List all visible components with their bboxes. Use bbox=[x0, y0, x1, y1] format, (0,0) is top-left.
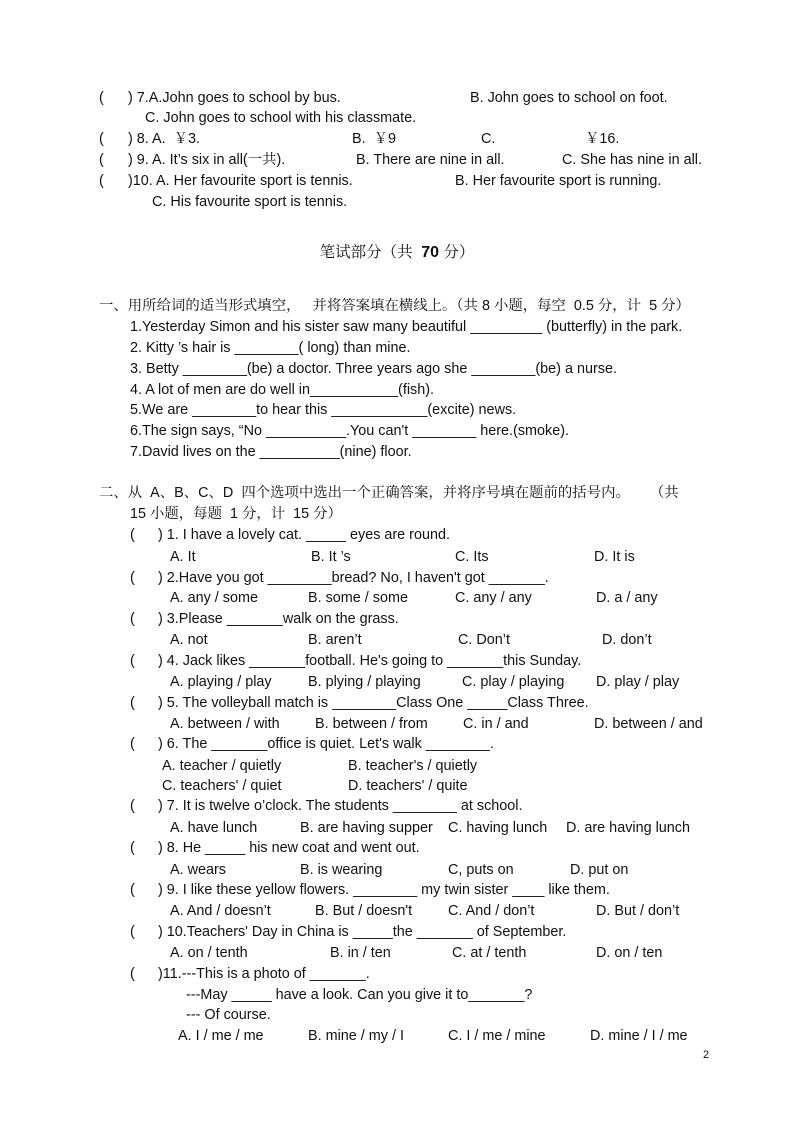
option-a: A. wears bbox=[170, 862, 226, 878]
question-stem: ) 8. A. ￥3. bbox=[128, 131, 200, 147]
question-stem: ) 2.Have you got ________bread? No, I haven't got _______. bbox=[158, 570, 549, 586]
option-c: C. I / me / mine bbox=[448, 1028, 546, 1044]
option-d: D. mine / I / me bbox=[590, 1028, 688, 1044]
bracket: ( bbox=[130, 611, 135, 627]
question-stem: ) 5. The volleyball match is ________Class One _____Class Three. bbox=[158, 695, 589, 711]
option-d: D. play / play bbox=[596, 674, 680, 690]
option-c: C. Don’t bbox=[458, 632, 510, 648]
question-stem: ) 1. I have a lovely cat. _____ eyes are round. bbox=[158, 527, 450, 543]
question-stem: ) 10.Teachers' Day in China is _____the _______ of September. bbox=[158, 924, 567, 940]
question-stem: ) 9. A. It’s six in all(一共). bbox=[128, 152, 286, 168]
option-c-value: ￥16. bbox=[585, 131, 620, 147]
fill-item: 3. Betty ________(be) a doctor. Three years ago she ________(be) a nurse. bbox=[130, 361, 617, 377]
option-b: B. some / some bbox=[308, 590, 408, 606]
fill-item: 7.David lives on the __________(nine) floor. bbox=[130, 444, 412, 460]
option-d: D. teachers' / quite bbox=[348, 778, 468, 794]
option-b: B. aren’t bbox=[308, 632, 362, 648]
bracket: ( bbox=[99, 173, 104, 189]
bracket: ( bbox=[130, 527, 135, 543]
option-c: C. in / and bbox=[463, 716, 529, 732]
section1-heading: 一、用所给词的适当形式填空， 并将答案填在横线上。（共 8 小题，每空 0.5 分，计 5 分） bbox=[99, 298, 690, 314]
option-c: C. at / tenth bbox=[452, 945, 527, 961]
question-stem: ) 3.Please _______walk on the grass. bbox=[158, 611, 399, 627]
option-c: C. Its bbox=[455, 549, 489, 565]
option-c: C. any / any bbox=[455, 590, 532, 606]
option-a: A. have lunch bbox=[170, 820, 258, 836]
option-a: A. I / me / me bbox=[178, 1028, 264, 1044]
page-number: 2 bbox=[703, 1049, 710, 1061]
question-stem: ) 6. The _______office is quiet. Let's walk ________. bbox=[158, 736, 494, 752]
option-b: B. is wearing bbox=[300, 862, 383, 878]
question-stem: ) 4. Jack likes _______football. He's going to _______this Sunday. bbox=[158, 653, 582, 669]
option-a: A. And / doesn’t bbox=[170, 903, 271, 919]
option-b: B. Her favourite sport is running. bbox=[455, 173, 662, 189]
option-b: B. But / doesn't bbox=[315, 903, 413, 919]
option-d: D. a / any bbox=[596, 590, 658, 606]
option-b: B. between / from bbox=[315, 716, 428, 732]
fill-item: 2. Kitty ’s hair is ________( long) than mine. bbox=[130, 340, 411, 356]
option-a: A. on / tenth bbox=[170, 945, 248, 961]
fill-item: 6.The sign says, “No __________.You can't ________ here.(smoke). bbox=[130, 423, 570, 439]
fill-item: 1.Yesterday Simon and his sister saw many beautiful _________ (butterfly) in the park. bbox=[130, 319, 683, 335]
question-stem: ) 9. I like these yellow flowers. ________ my twin sister ____ like them. bbox=[158, 882, 610, 898]
option-d: D. are having lunch bbox=[566, 820, 690, 836]
question-stem: )10. A. Her favourite sport is tennis. bbox=[128, 173, 353, 189]
option-c: C. teachers' / quiet bbox=[162, 778, 282, 794]
bracket: ( bbox=[130, 840, 135, 856]
option-c: C. bbox=[481, 131, 496, 147]
bracket: ( bbox=[130, 695, 135, 711]
bracket: ( bbox=[99, 90, 104, 106]
question-stem: )11.---This is a photo of _______. bbox=[158, 966, 370, 982]
fill-item: 5.We are ________to hear this ____________(excite) news. bbox=[130, 402, 517, 418]
option-a: A. It bbox=[170, 549, 196, 565]
option-a: A. playing / play bbox=[170, 674, 272, 690]
option-b: B. John goes to school on foot. bbox=[470, 90, 668, 106]
option-a: A. any / some bbox=[170, 590, 258, 606]
bracket: ( bbox=[99, 152, 104, 168]
option-d: D. on / ten bbox=[596, 945, 663, 961]
option-b: B. mine / my / I bbox=[308, 1028, 404, 1044]
option-d: D. don’t bbox=[602, 632, 652, 648]
option-d: D. But / don’t bbox=[596, 903, 680, 919]
bracket: ( bbox=[130, 570, 135, 586]
option-c: C, puts on bbox=[448, 862, 514, 878]
option-b: B. There are nine in all. bbox=[356, 152, 505, 168]
dialogue-line: --- Of course. bbox=[186, 1007, 271, 1023]
option-b: B. plying / playing bbox=[308, 674, 421, 690]
option-c: C. John goes to school with his classmate. bbox=[145, 110, 417, 126]
option-c: C. play / playing bbox=[462, 674, 565, 690]
bracket: ( bbox=[130, 966, 135, 982]
question-stem: ) 7.A.John goes to school by bus. bbox=[128, 90, 341, 106]
section-title: 笔试部分（共 70 分） bbox=[319, 244, 475, 261]
bracket: ( bbox=[130, 798, 135, 814]
option-c: C. having lunch bbox=[448, 820, 548, 836]
option-a: A. between / with bbox=[170, 716, 280, 732]
option-b: B. teacher's / quietly bbox=[348, 758, 478, 774]
question-stem: ) 7. It is twelve o’clock. The students ________ at school. bbox=[158, 798, 523, 814]
bracket: ( bbox=[130, 653, 135, 669]
option-b: B. It ’s bbox=[311, 549, 351, 565]
option-b: B. ￥9 bbox=[352, 131, 396, 147]
option-b: B. are having supper bbox=[300, 820, 433, 836]
section2-heading: 二、从 A、B、C、D 四个选项中选出一个正确答案，并将序号填在题前的括号内。 （共 bbox=[99, 485, 679, 501]
option-a: A. not bbox=[170, 632, 208, 648]
option-c: C. His favourite sport is tennis. bbox=[152, 194, 348, 210]
question-stem: ) 8. He _____ his new coat and went out. bbox=[158, 840, 420, 856]
option-c: C. And / don’t bbox=[448, 903, 535, 919]
bracket: ( bbox=[130, 736, 135, 752]
bracket: ( bbox=[99, 131, 104, 147]
option-b: B. in / ten bbox=[330, 945, 391, 961]
bracket: ( bbox=[130, 882, 135, 898]
dialogue-line: ---May _____ have a look. Can you give it to_______? bbox=[186, 987, 533, 1003]
bracket: ( bbox=[130, 924, 135, 940]
option-c: C. She has nine in all. bbox=[562, 152, 702, 168]
option-a: A. teacher / quietly bbox=[162, 758, 282, 774]
section2-heading-cont: 15 小题，每题 1 分，计 15 分） bbox=[130, 506, 342, 522]
option-d: D. put on bbox=[570, 862, 629, 878]
fill-item: 4. A lot of men are do well in___________(fish). bbox=[130, 382, 435, 398]
option-d: D. between / and bbox=[594, 716, 703, 732]
option-d: D. It is bbox=[594, 549, 635, 565]
